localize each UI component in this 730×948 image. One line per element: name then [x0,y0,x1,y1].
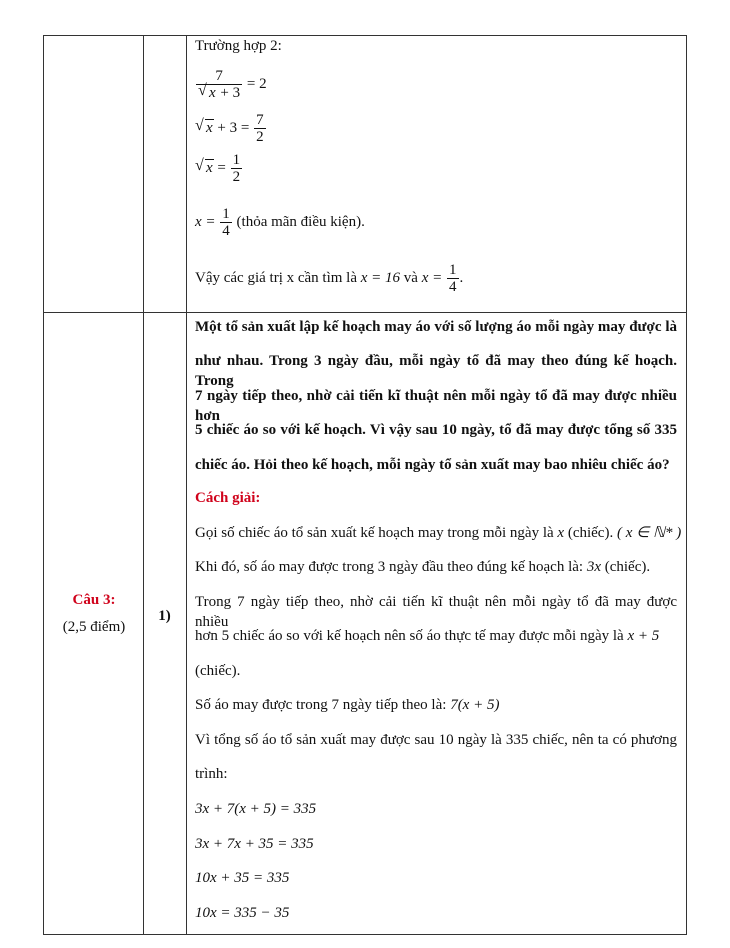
solution-line-7: Vì tổng số áo tổ sản xuất may được sau 10 ngày là 335 chiếc, nên ta có phương [195,732,677,748]
equation-b: 3x + 7x + 35 = 335 [195,836,314,852]
column-divider-1 [143,36,144,934]
solution-line-8: trình: [195,766,228,782]
solution-line-4: hơn 5 chiếc áo so với kế hoạch nên số áo thực tế may được mỗi ngày là x + 5 [195,628,660,644]
solution-cell [195,312,681,936]
equation-4: x = $\frac{1}{4}$ (thỏa mãn điều kiện). [195,206,365,239]
prompt-line-2: như nhau. Trong 3 ngày đầu, mỗi ngày tổ đã may theo đúng kế hoạch. Trong [195,353,677,389]
case-label: Trường hợp 2: [195,38,282,54]
top-cell [195,36,685,312]
question-label: Câu 3: (2,5 điểm) [44,592,144,636]
prompt-line-4: 5 chiếc áo so với kế hoạch. Vì vậy sau 10 ngày, tổ đã may được tổng số 335 [195,422,677,438]
fraction: $\frac{1}{4}$ [222,206,230,239]
solution-line-3: Trong 7 ngày tiếp theo, nhờ cải tiến kĩ thuật nên mỗi ngày tổ đã may được nhiều [195,594,677,630]
equation-2: √ x + 3 = $\frac{7}{2}$ [195,112,267,145]
prompt-line-5: chiếc áo. Hỏi theo kế hoạch, mỗi ngày tổ sản xuất may bao nhiêu chiếc áo? [195,457,670,473]
fraction: $\frac{1}{4}$ [449,262,457,295]
equation-3: √ x = $\frac{1}{2}$ [195,152,243,185]
solution-line-2: Khi đó, số áo may được trong 3 ngày đầu theo đúng kế hoạch là: 3x (chiếc). [195,559,651,575]
part-label: 1) [158,608,171,624]
equation-1: 7 √ x + 3 = 2 [195,68,267,101]
column-divider-2 [186,36,187,934]
solution-line-6: Số áo may được trong 7 ngày tiếp theo là: 7(x + 5) [195,697,500,713]
prompt-line-1: Một tổ sản xuất lập kế hoạch may áo với số lượng áo mỗi ngày may được là [195,319,677,335]
fraction: 7 √ x + 3 [196,68,242,101]
conclusion: Vậy các giá trị x cần tìm là x = 16 và x = $\frac{1}{4}$ . [195,262,464,295]
fraction: $\frac{1}{2}$ [232,152,241,185]
solution-line-5: (chiếc). [195,663,241,679]
answer-table [43,35,687,935]
equation-d: 10x = 335 − 35 [195,905,290,921]
fraction: $\frac{7}{2}$ [256,112,264,145]
equation-a: 3x + 7(x + 5) = 335 [195,801,317,817]
solution-line-1: Gọi số chiếc áo tổ sản xuất kế hoạch may trong mỗi ngày là x (chiếc). ( x ∈ ℕ* ) [195,525,682,541]
equation-c: 10x + 35 = 335 [195,870,290,886]
question-points: (2,5 điểm) [62,619,126,635]
prompt-line-3: 7 ngày tiếp theo, nhờ cải tiến kĩ thuật nên mỗi ngày tổ đã may được nhiều hơn [195,388,677,424]
solution-heading: Cách giải: [195,490,261,506]
